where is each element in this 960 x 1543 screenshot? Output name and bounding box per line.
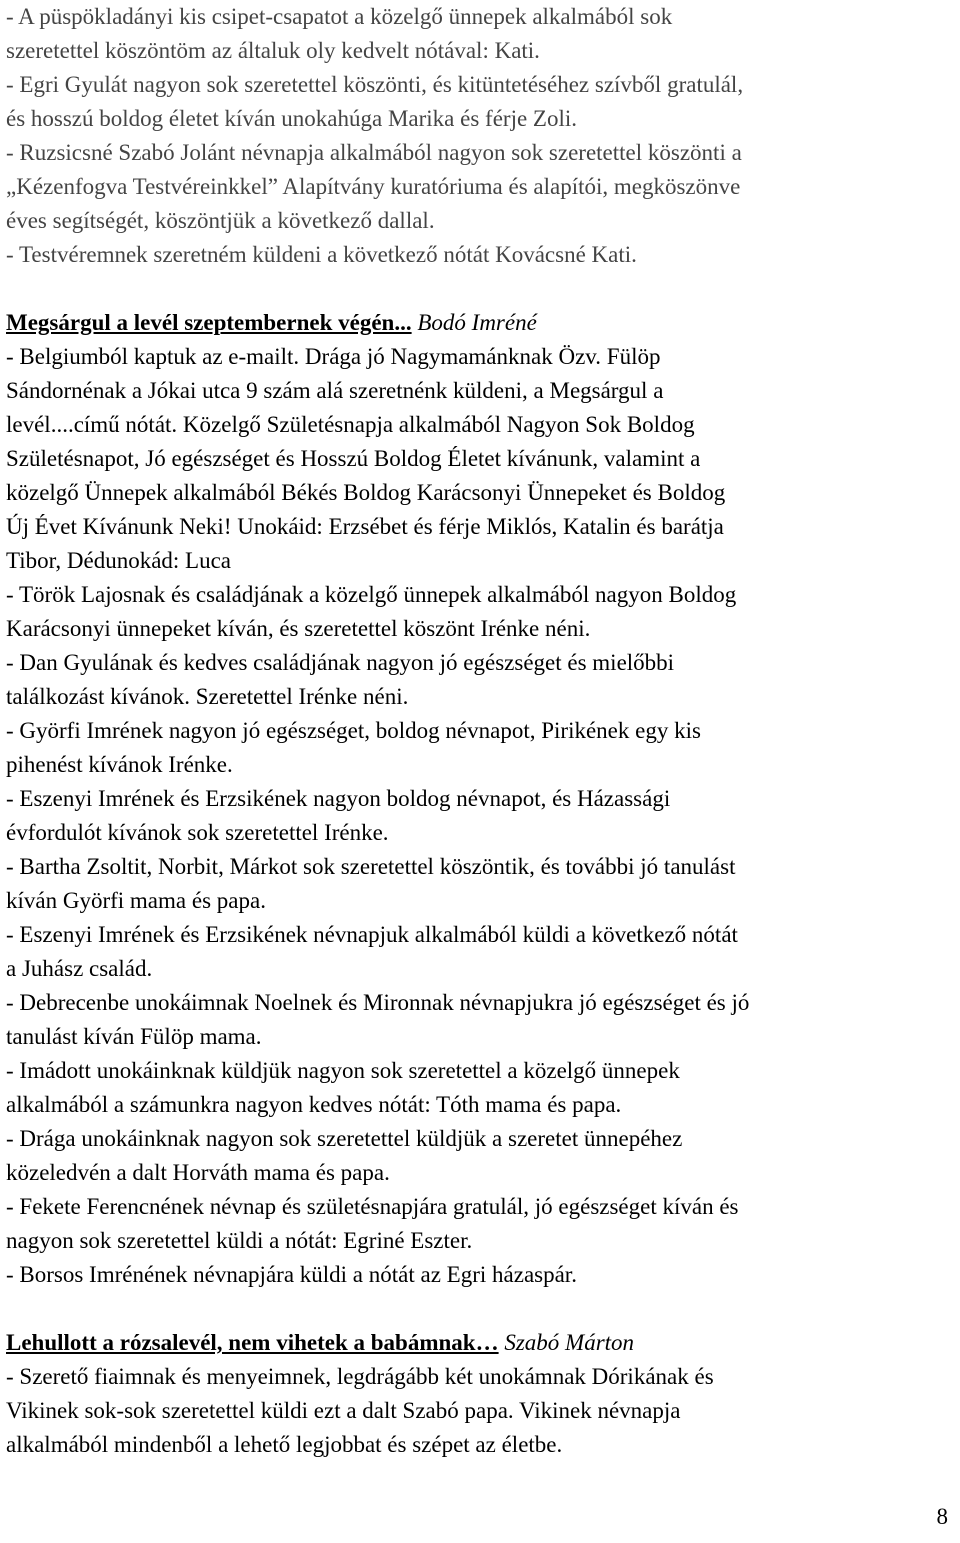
text-line: - Eszenyi Imrének és Erzsikének névnapjuk alkalmából küldi a következő nótát [6, 922, 738, 947]
text-line: - Eszenyi Imrének és Erzsikének nagyon boldog névnapot, és Házassági [6, 786, 671, 811]
text-line: - Bartha Zsoltit, Norbit, Márkot sok szeretettel köszöntik, és további jó tanulást [6, 854, 736, 879]
song-title: Megsárgul a levél szeptembernek végén... [6, 310, 412, 335]
text-line: - Egri Gyulát nagyon sok szeretettel köszönti, és kitüntetéséhez szívből gratulál, [6, 72, 744, 97]
text-line: levél....című nótát. Közelgő Születésnapja alkalmából Nagyon Sok Boldog [6, 412, 695, 437]
text-line: és hosszú boldog életet kíván unokahúga Marika és férje Zoli. [6, 106, 578, 131]
text-line: évfordulót kívánok sok szeretettel Irénke. [6, 820, 389, 845]
text-line: nagyon sok szeretettel küldi a nótát: Egriné Eszter. [6, 1228, 473, 1253]
text-line: - Fekete Ferencnének névnap és születésnapjára gratulál, jó egészséget kíván és [6, 1194, 739, 1219]
song-heading [6, 1326, 956, 1360]
section-gap [6, 1292, 956, 1326]
text-line: - Imádott unokáinknak küldjük nagyon sok szeretettel a közelgő ünnepek [6, 1058, 680, 1083]
text-line: éves segítségét, köszöntjük a következő dallal. [6, 208, 435, 233]
song-section-1 [6, 306, 956, 1292]
text-line: - Török Lajosnak és családjának a közelgő ünnepek alkalmából nagyon Boldog [6, 582, 737, 607]
text-line: közeledvén a dalt Horváth mama és papa. [6, 1160, 390, 1185]
text-line: - Ruzsicsné Szabó Jolánt névnapja alkalmából nagyon sok szeretettel köszönti a [6, 140, 742, 165]
text-line: - Belgiumból kaptuk az e-mailt. Drága jó Nagymamánknak Özv. Fülöp [6, 344, 661, 369]
text-line: Sándornénak a Jókai utca 9 szám alá szeretnénk küldeni, a Megsárgul a [6, 378, 664, 403]
text-line: alkalmából mindenből a lehető legjobbat és szépet az életbe. [6, 1432, 563, 1457]
text-line: találkozást kívánok. Szeretettel Irénke néni. [6, 684, 409, 709]
text-line: alkalmából a számunkra nagyon kedves nótát: Tóth mama és papa. [6, 1092, 622, 1117]
text-line: szeretettel köszöntöm az általuk oly kedvelt nótával: Kati. [6, 38, 540, 63]
text-line: Vikinek sok-sok szeretettel küldi ezt a dalt Szabó papa. Vikinek névnapja [6, 1398, 681, 1423]
song-title: Lehullott a rózsalevél, nem vihetek a babámnak… [6, 1330, 499, 1355]
text-line: - Drága unokáinknak nagyon sok szeretettel küldjük a szeretet ünnepéhez [6, 1126, 683, 1151]
intro-section [6, 0, 956, 272]
text-line: - Borsos Imrénének névnapjára küldi a nótát az Egri házaspár. [6, 1262, 577, 1287]
text-line: közelgő Ünnepek alkalmából Békés Boldog Karácsonyi Ünnepeket és Boldog [6, 480, 726, 505]
text-line: pihenést kívánok Irénke. [6, 752, 233, 777]
section-gap [6, 272, 956, 306]
text-line: tanulást kíván Fülöp mama. [6, 1024, 262, 1049]
text-line: Új Évet Kívánunk Neki! Unokáid: Erzsébet és férje Miklós, Katalin és barátja [6, 514, 724, 539]
document-page [6, 0, 956, 1462]
song-heading [6, 306, 956, 340]
text-line: - Györfi Imrének nagyon jó egészséget, boldog névnapot, Pirikének egy kis [6, 718, 701, 743]
text-line: kíván Györfi mama és papa. [6, 888, 266, 913]
text-line: - Testvéremnek szeretném küldeni a következő nótát Kovácsné Kati. [6, 242, 637, 267]
song-author: Szabó Márton [504, 1330, 635, 1355]
text-line: Születésnapot, Jó egészséget és Hosszú Boldog Életet kívánunk, valamint a [6, 446, 701, 471]
text-line: a Juhász család. [6, 956, 153, 981]
text-line: Karácsonyi ünnepeket kíván, és szeretettel köszönt Irénke néni. [6, 616, 591, 641]
song-section-2 [6, 1326, 956, 1462]
text-line: - Dan Gyulának és kedves családjának nagyon jó egészséget és mielőbbi [6, 650, 675, 675]
text-line: - A püspökladányi kis csipet-csapatot a közelgő ünnepek alkalmából sok [6, 4, 673, 29]
text-line: - Debrecenbe unokáimnak Noelnek és Mironnak névnapjukra jó egészséget és jó [6, 990, 750, 1015]
text-line: Tibor, Dédunokád: Luca [6, 548, 232, 573]
song-author: Bodó Imréné [417, 310, 537, 335]
page-number: 8 [936, 1504, 948, 1529]
text-line: - Szerető fiaimnak és menyeimnek, legdrágább két unokámnak Dórikának és [6, 1364, 714, 1389]
text-line: „Kézenfogva Testvéreinkkel” Alapítvány kuratóriuma és alapítói, megköszönve [6, 174, 741, 199]
